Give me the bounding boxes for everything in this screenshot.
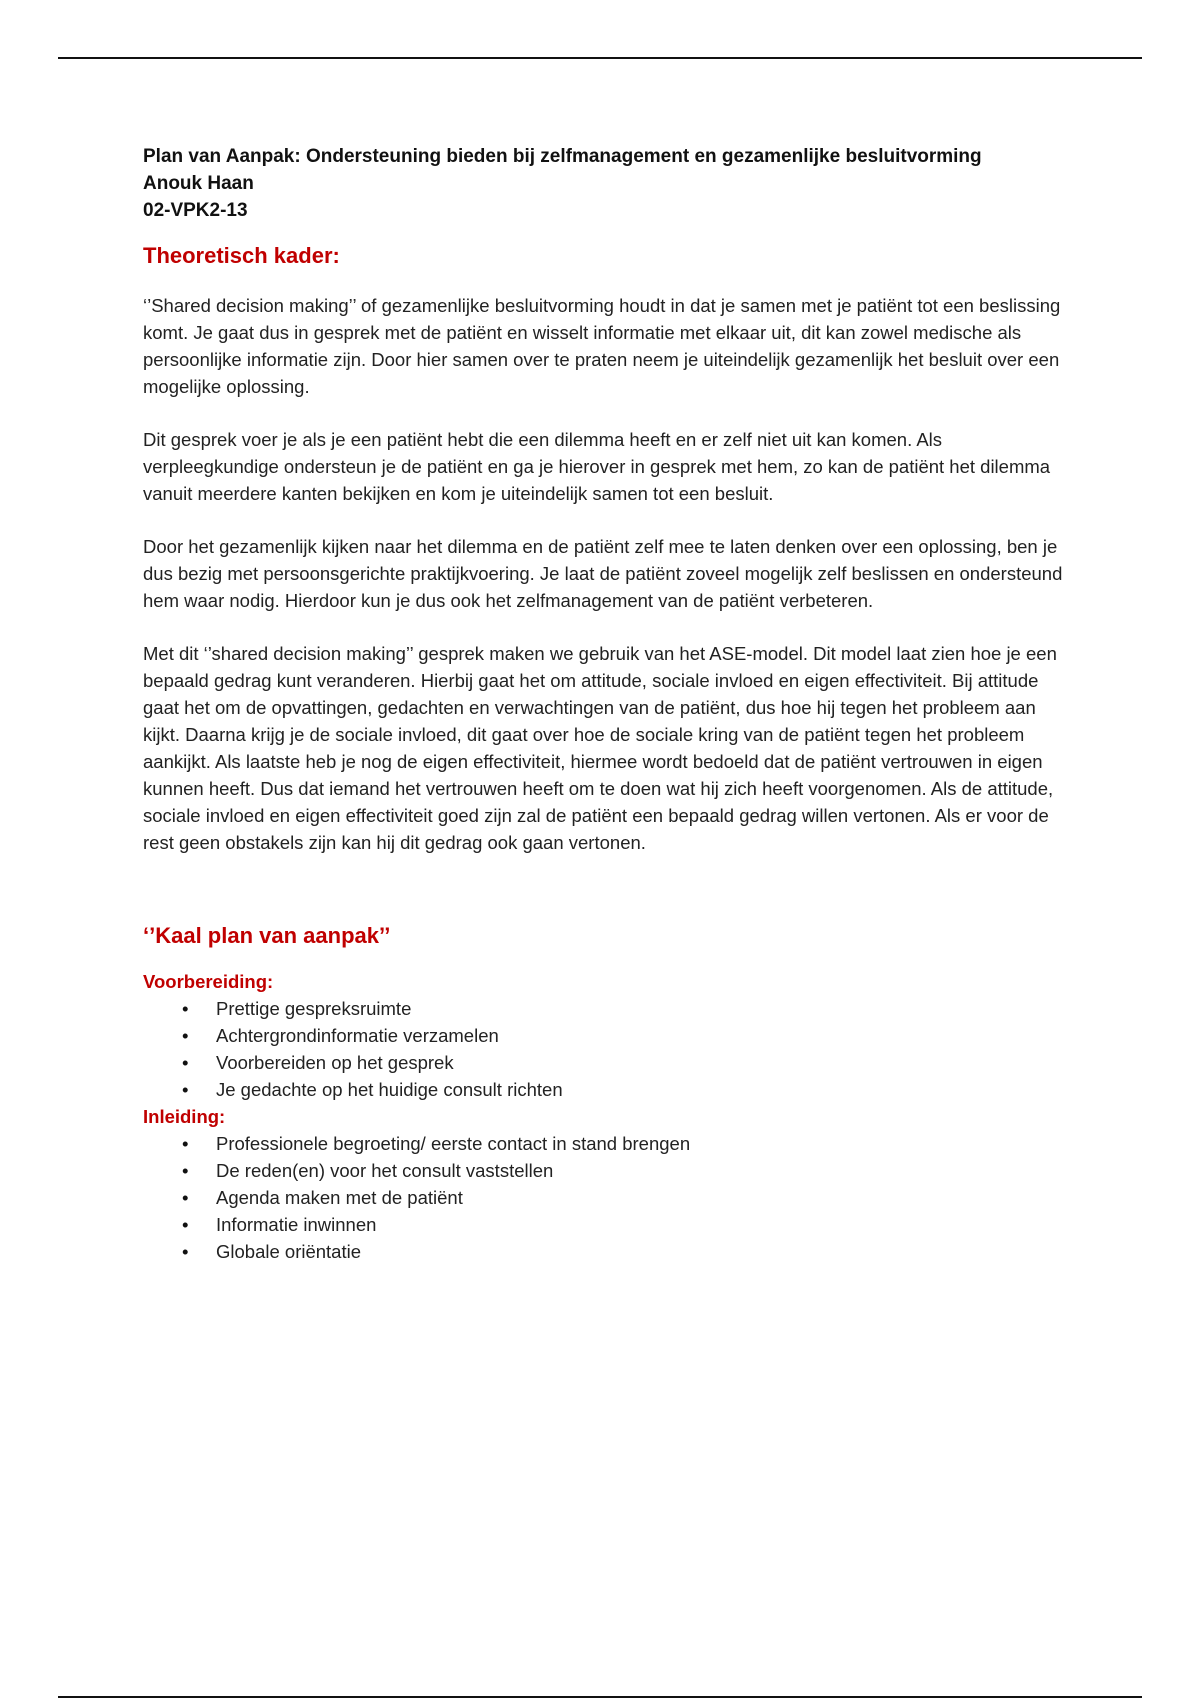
list-item — [143, 1049, 1063, 1076]
document-title: Plan van Aanpak: Ondersteuning bieden bij zelfmanagement en gezamenlijke besluitvorming — [143, 146, 982, 167]
list-item-text: Professionele begroeting/ eerste contact in stand brengen — [216, 1133, 691, 1154]
list-item-text: Voorbereiden op het gesprek — [216, 1052, 454, 1073]
list-item — [143, 995, 1063, 1022]
paragraph-person-centered-care: Door het gezamenlijk kijken naar het dilemma en de patiënt zelf mee te laten denken over een oplossing, ben je dus bezig met persoonsgerichte praktijkvoering. Je laat de patiënt zoveel mogelijk zelf beslissen en ondersteund hem waar nodig. Hierdoor kun je dus ook het zelfmanagement van de patiënt verbeteren. — [143, 536, 1063, 611]
document-header — [143, 143, 1063, 224]
list-item — [143, 1211, 1063, 1238]
list-item — [143, 1022, 1063, 1049]
list-item — [143, 1238, 1063, 1265]
list-item-text: Je gedachte op het huidige consult richten — [216, 1079, 563, 1100]
top-divider — [58, 57, 1142, 59]
list-item-text: Globale oriëntatie — [216, 1241, 362, 1262]
list-item — [143, 1130, 1063, 1157]
author-name: Anouk Haan — [143, 173, 254, 194]
introduction-heading: Inleiding: — [143, 1106, 226, 1127]
paragraph-ase-model: Met dit ‘’shared decision making’’ gesprek maken we gebruik van het ASE-model. Dit model laat zien hoe je een bepaald gedrag kunt veranderen. Hierbij gaat het om attitude, sociale invloed en eigen effectiviteit. Bij attitude gaat het om de opvattingen, gedachten en verwachtingen van de patiënt, dus hoe hij tegen het probleem aan kijkt. Daarna krijg je de sociale invloed, dit gaat over hoe de sociale kring van de patiënt tegen het probleem aankijkt. Als laatste heb je nog de eigen effectiviteit, hiermee wordt bedoeld dat de patiënt vertrouwen in eigen kunnen heeft. Dus dat iemand het vertrouwen heeft om te doen wat hij zich heeft voorgenomen. Als de attitude, sociale invloed en eigen effectiviteit goed zijn zal de patiënt een bepaald gedrag willen vertonen. Als er voor de rest geen obstakels zijn kan hij dit gedrag ook gaan vertonen. — [143, 643, 1057, 853]
list-item — [143, 1184, 1063, 1211]
list-item-text: Informatie inwinnen — [216, 1214, 377, 1235]
bullet-icon: • — [182, 1025, 189, 1046]
theory-paragraphs — [143, 292, 1063, 856]
list-item — [143, 1076, 1063, 1103]
introduction-list — [143, 1130, 1063, 1265]
preparation-list — [143, 995, 1063, 1103]
list-item-text: Achtergrondinformatie verzamelen — [216, 1025, 499, 1046]
bullet-icon: • — [182, 1133, 189, 1154]
bullet-icon: • — [182, 1214, 189, 1235]
bullet-icon: • — [182, 1241, 189, 1262]
class-code: 02-VPK2-13 — [143, 200, 248, 221]
list-item-text: Prettige gespreksruimte — [216, 998, 412, 1019]
bullet-icon: • — [182, 1079, 189, 1100]
document-body — [143, 143, 1063, 1265]
paragraph-dilemma: Dit gesprek voer je als je een patiënt hebt die een dilemma heeft en er zelf niet uit kan komen. Als verpleegkundige ondersteun je de patiënt en ga je hierover in gesprek met hem, zo kan de patiënt het dilemma vanuit meerdere kanten bekijken en kom je uiteindelijk samen tot een besluit. — [143, 429, 1051, 504]
theory-heading: Theoretisch kader: — [143, 243, 340, 268]
bullet-icon: • — [182, 1160, 189, 1181]
list-item — [143, 1157, 1063, 1184]
bullet-icon: • — [182, 998, 189, 1019]
preparation-heading: Voorbereiding: — [143, 971, 274, 992]
bottom-divider — [58, 1696, 1142, 1698]
bullet-icon: • — [182, 1187, 189, 1208]
bullet-icon: • — [182, 1052, 189, 1073]
paragraph-shared-decision-making: ‘’Shared decision making’’ of gezamenlijke besluitvorming houdt in dat je samen met je patiënt tot een beslissing komt. Je gaat dus in gesprek met de patiënt en wisselt informatie met elkaar uit, dit kan zowel medische als persoonlijke informatie zijn. Door hier samen over te praten neem je uiteindelijk gezamenlijk het besluit over een mogelijke oplossing. — [143, 295, 1061, 397]
list-item-text: De reden(en) voor het consult vaststellen — [216, 1160, 554, 1181]
list-item-text: Agenda maken met de patiënt — [216, 1187, 463, 1208]
plan-heading: ‘’Kaal plan van aanpak’’ — [143, 923, 391, 948]
